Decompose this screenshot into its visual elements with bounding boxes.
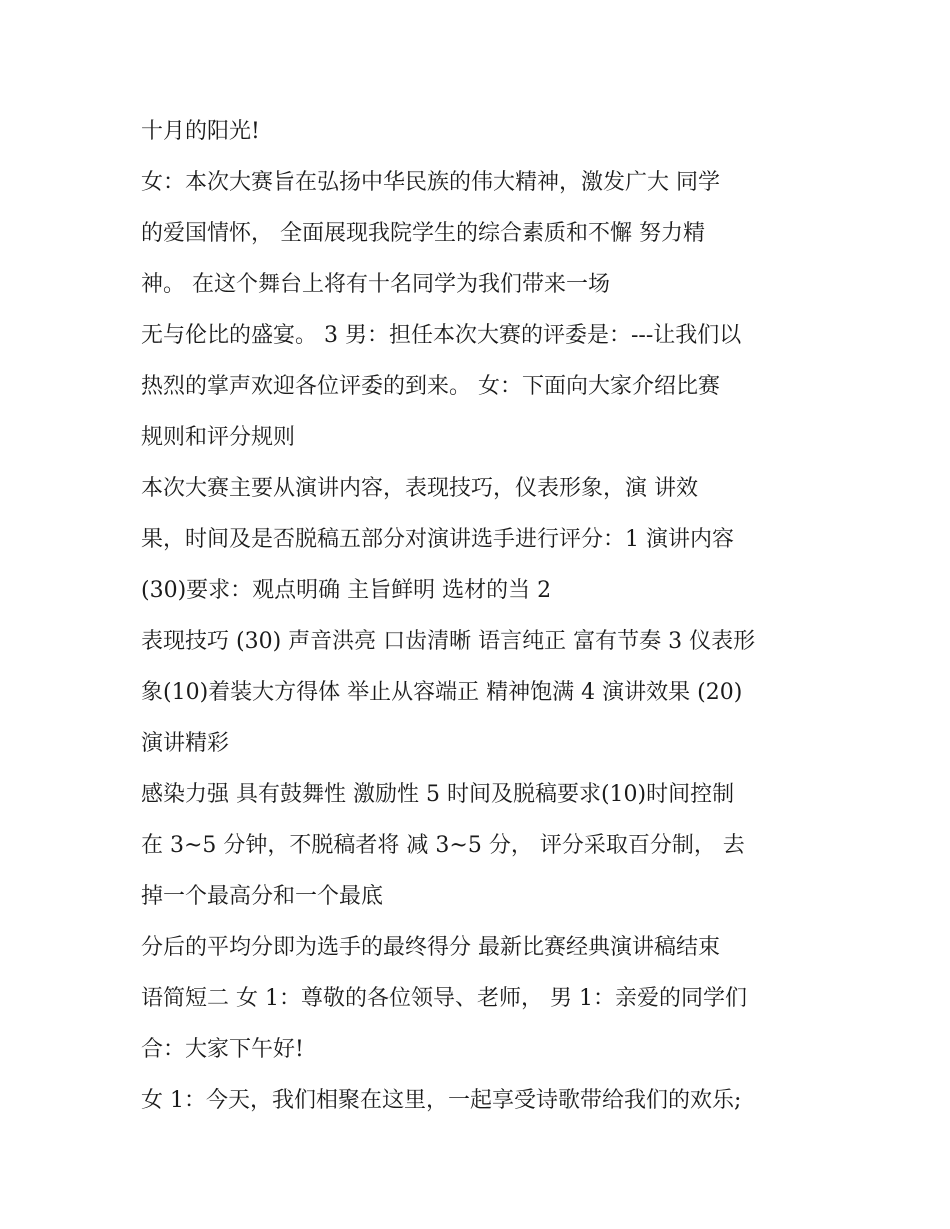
text-line: 的爱国情怀， 全面展现我院学生的综合素质和不懈 努力精 xyxy=(141,221,705,246)
text-line: 热烈的掌声欢迎各位评委的到来。 女：下面向大家介绍比赛 xyxy=(141,374,720,399)
text-line: 十月的阳光! xyxy=(141,119,260,144)
text-line: 感染力强 具有鼓舞性 激励性 5 时间及脱稿要求(10)时间控制 xyxy=(141,782,735,807)
text-line: 规则和评分规则 xyxy=(141,425,296,450)
text-line: 合：大家下午好! xyxy=(141,1037,304,1062)
text-line: 语简短二 女 1：尊敬的各位领导、老师， 男 1：亲爱的同学们 xyxy=(141,986,747,1011)
text-line: (30)要求：观点明确 主旨鲜明 选材的当 2 xyxy=(141,578,552,603)
text-line: 表现技巧 (30) 声音洪亮 口齿清晰 语言纯正 富有节奏 3 仪表形 xyxy=(141,629,756,654)
document-body xyxy=(141,106,841,1126)
text-line: 分后的平均分即为选手的最终得分 最新比赛经典演讲稿结束 xyxy=(141,935,720,960)
text-line: 在 3~5 分钟，不脱稿者将 减 3~5 分， 评分采取百分制， 去 xyxy=(141,833,745,858)
text-line: 女：本次大赛旨在弘扬中华民族的伟大精神，激发广大 同学 xyxy=(141,170,720,195)
text-line: 女 1：今天，我们相聚在这里，一起享受诗歌带给我们的欢乐; xyxy=(141,1088,742,1113)
text-line: 本次大赛主要从演讲内容，表现技巧，仪表形象，演 讲效 xyxy=(141,476,698,501)
text-line: 象(10)着装大方得体 举止从容端正 精神饱满 4 演讲效果 (20) xyxy=(141,680,743,705)
text-line: 掉一个最高分和一个最底 xyxy=(141,884,384,909)
text-line: 神。 在这个舞台上将有十名同学为我们带来一场 xyxy=(141,272,610,297)
text-line: 果，时间及是否脱稿五部分对演讲选手进行评分：1 演讲内容 xyxy=(141,527,734,552)
text-line: 无与伦比的盛宴。 3 男：担任本次大赛的评委是：---让我们以 xyxy=(141,323,742,348)
text-line: 演讲精彩 xyxy=(141,731,230,756)
